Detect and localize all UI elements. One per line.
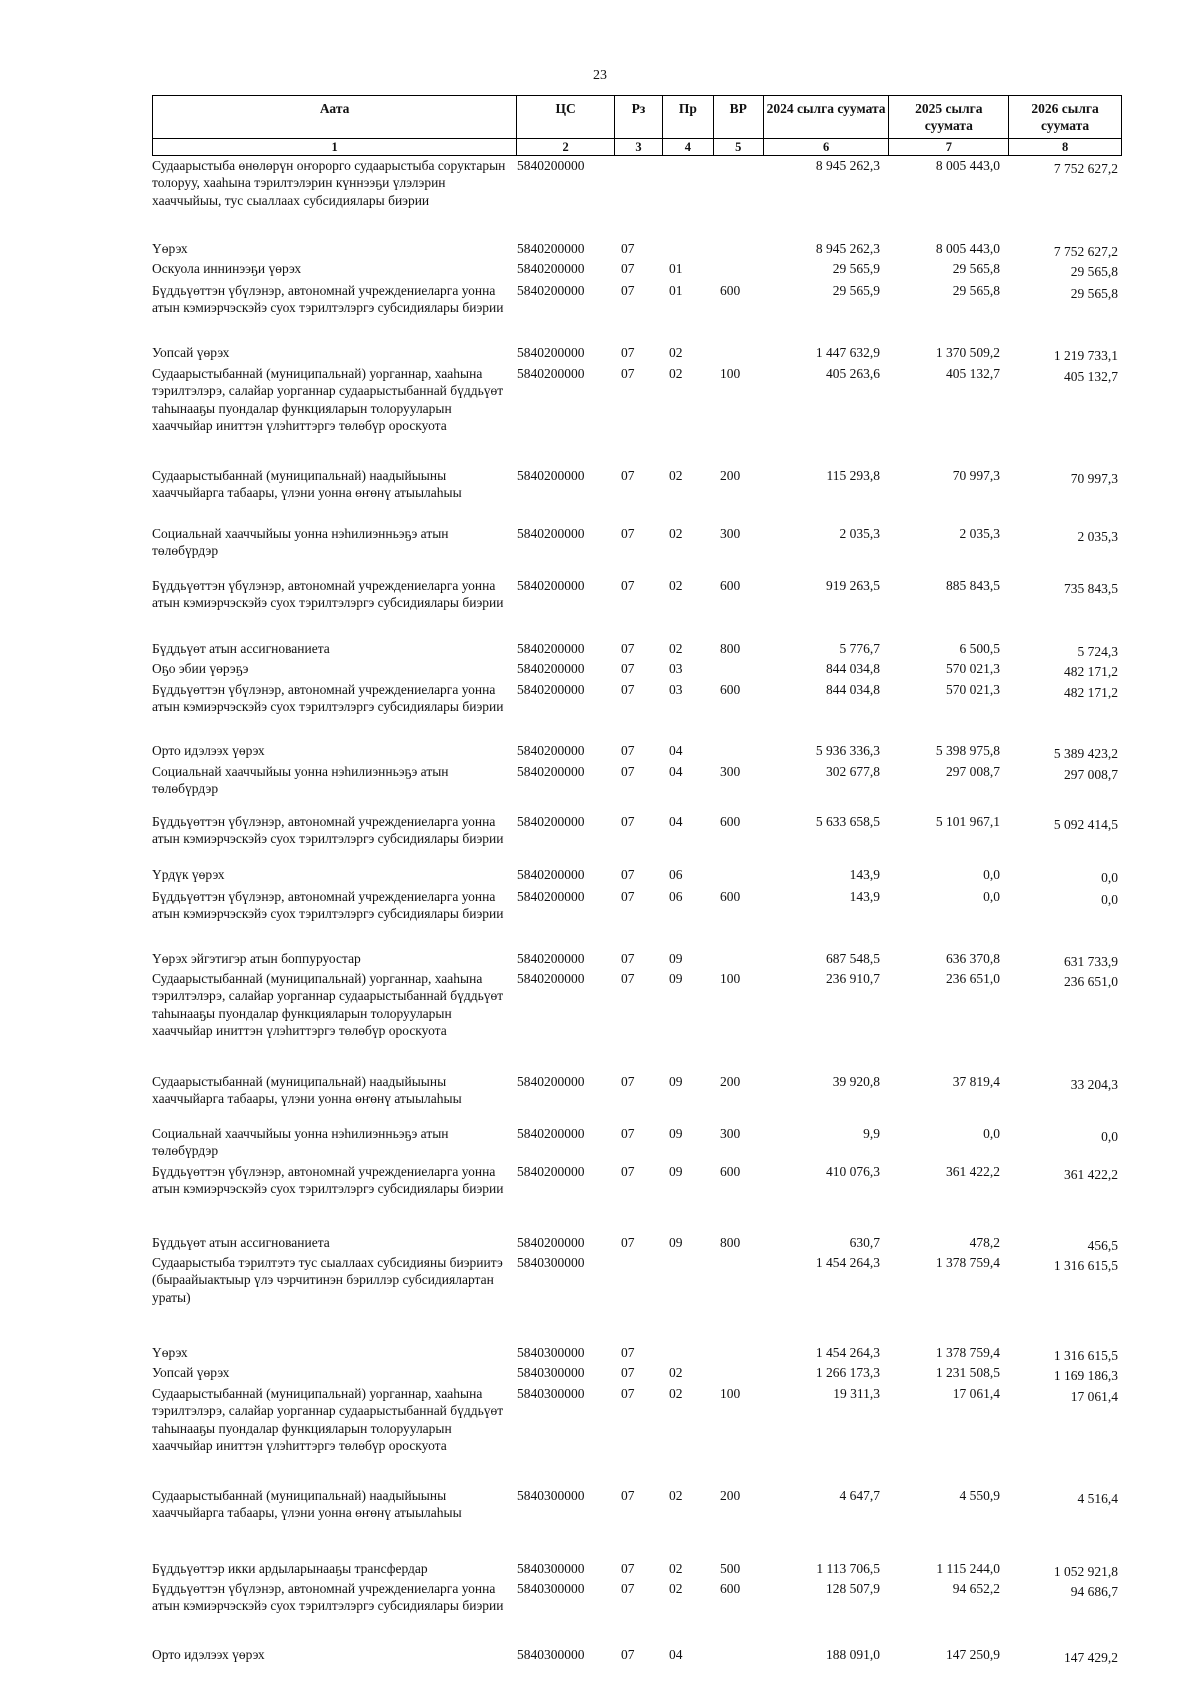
row-cs: 5840300000 (517, 1561, 585, 1576)
table-row (152, 866, 1122, 883)
row-cs: 5840300000 (517, 1255, 585, 1270)
column-number: 1 (153, 139, 517, 155)
table-row (152, 763, 1122, 798)
row-name: Үөрэх (152, 1345, 188, 1360)
row-rz: 07 (621, 366, 635, 381)
row-name: Бүддьүөттэн үбүлэнэр, автономнай учреждениеларга уонна атын кэмиэрчэскэйэ суох тэрилтэлэргэ субсидиялары биэрии (152, 814, 504, 847)
row-2026: 5 724,3 (1077, 644, 1118, 659)
row-pr: 02 (669, 468, 683, 483)
row-rz: 07 (621, 1164, 635, 1179)
row-vr (714, 157, 764, 209)
row-2025: 1 378 759,4 (935, 1255, 1000, 1270)
row-2024: 19 311,3 (833, 1386, 880, 1401)
row-2026: 0,0 (1101, 870, 1118, 885)
row-vr: 300 (720, 764, 741, 779)
row-pr: 09 (669, 1126, 683, 1141)
row-2026: 236 651,0 (1064, 974, 1118, 989)
row-2024: 1 266 173,3 (815, 1365, 880, 1380)
row-name: Оҕо эбии үөрэҕэ (152, 661, 249, 676)
row-2024: 29 565,9 (832, 261, 880, 276)
row-rz: 07 (621, 468, 635, 483)
column-number: 6 (764, 139, 890, 155)
row-vr (714, 1254, 764, 1306)
column-number-row (152, 139, 1122, 156)
row-2024: 5 776,7 (839, 641, 880, 656)
row-2025: 478,2 (969, 1235, 1000, 1250)
row-pr: 02 (669, 641, 683, 656)
table-row (152, 282, 1122, 317)
row-2024: 188 091,0 (826, 1647, 880, 1662)
row-2025: 236 651,0 (946, 971, 1000, 986)
table-row (152, 467, 1122, 502)
row-name: Бүддьүөттэн үбүлэнэр, автономнай учреждениеларга уонна атын кэмиэрчэскэйэ суох тэрилтэлэргэ субсидиялары биэрии (152, 1581, 504, 1614)
row-vr (714, 1364, 764, 1381)
row-2025: 5 398 975,8 (935, 743, 1000, 758)
row-pr: 02 (669, 1561, 683, 1576)
row-name: Социальнай хааччыйыы уонна нэһилиэнньэҕэ атын төлөбүрдэр (152, 526, 449, 559)
table-row (152, 1385, 1122, 1454)
row-vr (714, 1646, 764, 1663)
row-rz: 07 (621, 1647, 635, 1662)
row-2025: 94 652,2 (952, 1581, 1000, 1596)
row-2025: 8 005 443,0 (935, 241, 1000, 256)
row-2025: 1 370 509,2 (935, 345, 1000, 360)
row-vr (714, 1344, 764, 1361)
row-vr: 600 (720, 814, 741, 829)
row-2026: 17 061,4 (1070, 1389, 1118, 1404)
row-2026: 361 422,2 (1064, 1167, 1118, 1182)
row-2026: 297 008,7 (1064, 767, 1118, 782)
table-row (152, 970, 1122, 1039)
row-pr: 02 (669, 1365, 683, 1380)
row-vr (714, 344, 764, 361)
row-2026: 5 092 414,5 (1053, 817, 1118, 832)
row-pr: 04 (669, 814, 683, 829)
row-2026: 147 429,2 (1064, 1650, 1118, 1665)
row-2024: 2 035,3 (839, 526, 880, 541)
row-vr: 200 (720, 468, 741, 483)
table-row (152, 157, 1122, 209)
row-name: Судаарыстыбаннай (муниципальнай) уорганнар, хааһына тэрилтэлэрэ, салайар уорганнар судаарыстыбаннай бүддьүөт таһынааҕы пуондалар функцияларын толорууларын хааччыйар иниттэн үлэһиттэргэ төлөбүр ороскуота (152, 366, 504, 433)
row-rz: 07 (621, 1488, 635, 1503)
row-rz: 07 (621, 951, 635, 966)
row-name: Уопсай үөрэх (152, 345, 230, 360)
row-2024: 1 447 632,9 (815, 345, 880, 360)
row-vr: 100 (720, 1386, 741, 1401)
row-cs: 5840300000 (517, 1365, 585, 1380)
row-2024: 128 507,9 (826, 1581, 880, 1596)
row-pr (663, 157, 714, 209)
row-vr (714, 660, 764, 677)
row-2026: 405 132,7 (1064, 369, 1118, 384)
row-2024: 236 910,7 (826, 971, 880, 986)
column-number: 8 (1061, 140, 1069, 154)
row-rz: 07 (621, 1581, 635, 1596)
row-rz: 07 (621, 814, 635, 829)
row-2024: 9,9 (863, 1126, 880, 1141)
row-2026: 631 733,9 (1064, 954, 1118, 969)
row-cs: 5840300000 (517, 1488, 585, 1503)
row-pr: 04 (669, 1647, 683, 1662)
header-vr: ВР (714, 96, 764, 138)
row-cs: 5840300000 (517, 1386, 585, 1401)
row-2026: 1 316 615,5 (1053, 1348, 1118, 1363)
row-pr: 01 (669, 261, 683, 276)
row-2025: 297 008,7 (946, 764, 1000, 779)
row-cs: 5840200000 (517, 951, 585, 966)
row-2025: 4 550,9 (959, 1488, 1000, 1503)
header-2024: 2024 сылга суумата (764, 96, 890, 138)
row-name: Судаарыстыбаннай (муниципальнай) уорганнар, хааһына тэрилтэлэрэ, салайар уорганнар судаарыстыбаннай бүддьүөт таһынааҕы пуондалар функцияларын толорууларын хааччыйар иниттэн үлэһиттэргэ төлөбүр ороскуота (152, 1386, 504, 1453)
row-rz: 07 (621, 1126, 635, 1141)
row-cs: 5840200000 (517, 1235, 585, 1250)
row-name: Бүддьүөт атын ассигнованиета (152, 1235, 330, 1250)
row-rz: 07 (621, 867, 635, 882)
row-pr (663, 240, 714, 257)
row-vr (714, 260, 764, 277)
row-2026: 482 171,2 (1064, 664, 1118, 679)
row-rz: 07 (621, 1365, 635, 1380)
row-rz: 07 (621, 764, 635, 779)
row-2025: 8 005 443,0 (935, 158, 1000, 173)
row-cs: 5840200000 (517, 345, 585, 360)
row-2026: 94 686,7 (1070, 1584, 1118, 1599)
row-vr: 100 (720, 366, 741, 381)
row-2024: 143,9 (849, 867, 880, 882)
row-rz: 07 (621, 526, 635, 541)
row-2024: 5 936 336,3 (815, 743, 880, 758)
row-cs: 5840200000 (517, 743, 585, 758)
row-name: Судаарыстыбаннай (муниципальнай) наадыйыыны хааччыйарга табаары, үлэни уонна өҥөнү атыылаһыы (152, 1488, 462, 1521)
row-2024: 8 945 262,3 (815, 158, 880, 173)
row-pr: 01 (669, 283, 683, 298)
table-row (152, 240, 1122, 257)
row-2026: 1 169 186,3 (1053, 1368, 1118, 1383)
row-2025: 1 231 508,5 (935, 1365, 1000, 1380)
column-number: 2 (517, 139, 615, 155)
row-pr: 02 (669, 1386, 683, 1401)
row-pr: 06 (669, 889, 683, 904)
table-row (152, 344, 1122, 361)
table-row (152, 1646, 1122, 1663)
row-name: Судаарыстыбаннай (муниципальнай) наадыйыыны хааччыйарга табаары, үлэни уонна өҥөнү атыылаһыы (152, 468, 462, 501)
row-2024: 29 565,9 (832, 283, 880, 298)
header-name: Аата (153, 96, 517, 138)
row-cs: 5840200000 (517, 889, 585, 904)
row-vr: 800 (720, 641, 741, 656)
row-2024: 1 113 706,5 (816, 1561, 880, 1576)
header-2026: 2026 сылга суумата (1031, 101, 1099, 133)
row-2025: 1 115 244,0 (936, 1561, 1000, 1576)
table-row (152, 1125, 1122, 1160)
row-rz (615, 1254, 663, 1306)
row-vr (714, 950, 764, 967)
row-name: Бүддьүөттэн үбүлэнэр, автономнай учреждениеларга уонна атын кэмиэрчэскэйэ суох тэрилтэлэргэ субсидиялары биэрии (152, 889, 504, 922)
row-rz: 07 (621, 241, 635, 256)
row-name: Үөрэх (152, 241, 188, 256)
row-vr: 200 (720, 1488, 741, 1503)
row-2026: 7 752 627,2 (1053, 161, 1118, 176)
row-2024: 5 633 658,5 (815, 814, 880, 829)
row-2024: 143,9 (849, 889, 880, 904)
column-number: 4 (663, 139, 714, 155)
column-number: 3 (615, 139, 663, 155)
row-cs: 5840200000 (517, 241, 585, 256)
row-rz: 07 (621, 971, 635, 986)
row-2026: 1 052 921,8 (1053, 1564, 1118, 1579)
row-2025: 6 500,5 (959, 641, 1000, 656)
row-2026: 1 316 615,5 (1053, 1258, 1118, 1273)
table-row (152, 742, 1122, 759)
row-2025: 361 422,2 (946, 1164, 1000, 1179)
row-vr: 600 (720, 682, 741, 697)
row-pr: 09 (669, 1235, 683, 1250)
row-cs: 5840200000 (517, 526, 585, 541)
row-2024: 8 945 262,3 (815, 241, 880, 256)
table-row (152, 681, 1122, 716)
row-pr: 04 (669, 743, 683, 758)
row-vr (714, 240, 764, 257)
row-cs: 5840200000 (517, 971, 585, 986)
row-2024: 844 034,8 (826, 661, 880, 676)
row-pr: 03 (669, 682, 683, 697)
row-vr: 500 (720, 1561, 741, 1576)
row-2026: 33 204,3 (1070, 1077, 1118, 1092)
row-2024: 39 920,8 (832, 1074, 880, 1089)
table-header (152, 95, 1122, 139)
row-rz: 07 (621, 682, 635, 697)
row-pr: 02 (669, 526, 683, 541)
row-2025: 17 061,4 (952, 1386, 1000, 1401)
table-row (152, 1234, 1122, 1251)
row-rz: 07 (621, 743, 635, 758)
row-2024: 405 263,6 (826, 366, 880, 381)
row-2026: 735 843,5 (1064, 581, 1118, 596)
row-cs: 5840300000 (517, 1647, 585, 1662)
row-rz: 07 (621, 641, 635, 656)
row-2025: 29 565,8 (952, 283, 1000, 298)
table-row (152, 660, 1122, 677)
row-2025: 2 035,3 (959, 526, 1000, 541)
row-cs: 5840200000 (517, 814, 585, 829)
row-name: Бүддьүөттэн үбүлэнэр, автономнай учреждениеларга уонна атын кэмиэрчэскэйэ суох тэрилтэлэргэ субсидиялары биэрии (152, 682, 504, 715)
row-vr: 600 (720, 283, 741, 298)
table-row (152, 1364, 1122, 1381)
row-2026: 482 171,2 (1064, 685, 1118, 700)
table-row (152, 1344, 1122, 1361)
row-2024: 115 293,8 (826, 468, 880, 483)
table-row (152, 1580, 1122, 1615)
row-cs: 5840200000 (517, 641, 585, 656)
row-name: Судаарыстыбаннай (муниципальнай) наадыйыыны хааччыйарга табаары, үлэни уонна өҥөнү атыылаһыы (152, 1074, 462, 1107)
header-pr: Пр (663, 96, 714, 138)
row-name: Орто идэлээх үөрэх (152, 1647, 265, 1662)
row-2025: 636 370,8 (946, 951, 1000, 966)
row-rz: 07 (621, 1386, 635, 1401)
row-2026: 29 565,8 (1070, 286, 1118, 301)
row-2025: 0,0 (983, 1126, 1000, 1141)
row-cs: 5840300000 (517, 1345, 585, 1360)
table-row (152, 1254, 1122, 1306)
table-row (152, 813, 1122, 848)
row-vr: 600 (720, 1581, 741, 1596)
row-vr: 600 (720, 578, 741, 593)
row-vr: 800 (720, 1235, 741, 1250)
table-row (152, 577, 1122, 612)
row-cs: 5840200000 (517, 1074, 585, 1089)
row-pr: 09 (669, 951, 683, 966)
row-cs: 5840200000 (517, 682, 585, 697)
table-row (152, 1560, 1122, 1577)
table-row (152, 1487, 1122, 1522)
row-2025: 0,0 (983, 867, 1000, 882)
header-cs: ЦС (517, 96, 615, 138)
row-vr: 300 (720, 526, 741, 541)
column-number: 5 (714, 139, 764, 155)
row-rz: 07 (621, 283, 635, 298)
row-2025: 29 565,8 (952, 261, 1000, 276)
row-cs: 5840200000 (517, 1164, 585, 1179)
row-vr: 300 (720, 1126, 741, 1141)
row-pr: 02 (669, 578, 683, 593)
row-2025: 0,0 (983, 889, 1000, 904)
row-2026: 0,0 (1101, 1129, 1118, 1144)
row-cs: 5840200000 (517, 867, 585, 882)
row-pr: 03 (669, 661, 683, 676)
row-2026: 1 219 733,1 (1053, 348, 1118, 363)
row-2025: 147 250,9 (946, 1647, 1000, 1662)
row-rz: 07 (621, 889, 635, 904)
row-2024: 1 454 264,3 (815, 1255, 880, 1270)
row-2024: 630,7 (849, 1235, 880, 1250)
row-2025: 5 101 967,1 (935, 814, 1000, 829)
row-2024: 302 677,8 (826, 764, 880, 779)
row-cs: 5840300000 (517, 1581, 585, 1596)
header-2025: 2025 сылга суумата (889, 96, 1009, 138)
row-cs: 5840200000 (517, 468, 585, 483)
row-name: Бүддьүөттэн үбүлэнэр, автономнай учреждениеларга уонна атын кэмиэрчэскэйэ суох тэрилтэлэргэ субсидиялары биэрии (152, 578, 504, 611)
row-2024: 919 263,5 (826, 578, 880, 593)
row-2025: 570 021,3 (946, 682, 1000, 697)
row-pr: 02 (669, 366, 683, 381)
table-row (152, 1073, 1122, 1108)
row-name: Уопсай үөрэх (152, 1365, 230, 1380)
row-pr: 02 (669, 1488, 683, 1503)
row-pr (663, 1254, 714, 1306)
row-2026: 0,0 (1101, 892, 1118, 907)
row-name: Бүддьүөттэр икки ардыларынааҕы трансфердар (152, 1561, 428, 1576)
row-2025: 70 997,3 (952, 468, 1000, 483)
row-cs: 5840200000 (517, 578, 585, 593)
row-2026: 29 565,8 (1070, 264, 1118, 279)
header-rz: Рз (615, 96, 663, 138)
row-pr: 09 (669, 971, 683, 986)
table-row (152, 525, 1122, 560)
row-name: Бүддьүөттэн үбүлэнэр, автономнай учреждениеларга уонна атын кэмиэрчэскэйэ суох тэрилтэлэргэ субсидиялары биэрии (152, 283, 504, 316)
row-vr: 200 (720, 1074, 741, 1089)
row-name: Бүддьүөттэн үбүлэнэр, автономнай учреждениеларга уонна атын кэмиэрчэскэйэ суох тэрилтэлэргэ субсидиялары биэрии (152, 1164, 504, 1197)
row-2026: 7 752 627,2 (1053, 244, 1118, 259)
row-cs: 5840200000 (517, 366, 585, 381)
row-vr (714, 742, 764, 759)
row-2024: 410 076,3 (826, 1164, 880, 1179)
table-row (152, 365, 1122, 434)
row-cs: 5840200000 (517, 283, 585, 298)
row-name: Судаарыстыба өнөлөрүн оҥорорго судаарыстыба соруктарын толоруу, хааһына тэрилтэлэрин күннээҕи үлэлэрин хааччыйыы, тус сыаллаах субсидиялары биэрии (152, 158, 506, 208)
row-name: Үрдүк үөрэх (152, 867, 225, 882)
row-2026: 70 997,3 (1070, 471, 1118, 486)
page-number: 23 (593, 68, 607, 83)
row-pr: 04 (669, 764, 683, 779)
row-2024: 1 454 264,3 (815, 1345, 880, 1360)
row-2025: 1 378 759,4 (935, 1345, 1000, 1360)
row-2024: 844 034,8 (826, 682, 880, 697)
row-cs: 5840200000 (517, 261, 585, 276)
row-pr: 09 (669, 1074, 683, 1089)
table-row (152, 1163, 1122, 1198)
row-pr: 02 (669, 345, 683, 360)
row-rz: 07 (621, 578, 635, 593)
budget-table (152, 95, 1122, 156)
row-rz: 07 (621, 1074, 635, 1089)
row-pr (663, 1344, 714, 1361)
row-2026: 456,5 (1087, 1238, 1118, 1253)
row-vr: 100 (720, 971, 741, 986)
row-vr: 600 (720, 1164, 741, 1179)
row-2024: 4 647,7 (839, 1488, 880, 1503)
row-cs: 5840200000 (517, 1126, 585, 1141)
row-name: Судаарыстыбаннай (муниципальнай) уорганнар, хааһына тэрилтэлэрэ, салайар уорганнар судаарыстыбаннай бүддьүөт таһынааҕы пуондалар функцияларын толорууларын хааччыйар иниттэн үлэһиттэргэ төлөбүр ороскуота (152, 971, 504, 1038)
column-number: 7 (889, 139, 1009, 155)
row-rz (615, 157, 663, 209)
row-vr (714, 866, 764, 883)
row-name: Социальнай хааччыйыы уонна нэһилиэнньэҕэ атын төлөбүрдэр (152, 1126, 449, 1159)
row-cs: 5840200000 (517, 158, 585, 173)
row-2026: 4 516,4 (1077, 1491, 1118, 1506)
row-2025: 885 843,5 (946, 578, 1000, 593)
row-2025: 37 819,4 (952, 1074, 1000, 1089)
row-rz: 07 (621, 345, 635, 360)
row-rz: 07 (621, 1235, 635, 1250)
row-2025: 570 021,3 (946, 661, 1000, 676)
row-rz: 07 (621, 661, 635, 676)
table-row (152, 888, 1122, 923)
table-row (152, 950, 1122, 967)
row-name: Үөрэх эйгэтигэр атын боппуруостар (152, 951, 361, 966)
table-row (152, 640, 1122, 657)
table-row (152, 260, 1122, 277)
row-rz: 07 (621, 1345, 635, 1360)
row-pr: 02 (669, 1581, 683, 1596)
row-2026: 5 389 423,2 (1053, 746, 1118, 761)
row-rz: 07 (621, 1561, 635, 1576)
row-name: Судаарыстыба тэрилтэтэ тус сыаллаах субсидияны биэриитэ (быраайыактыыр үлэ чэрчитинэн бэриллэр субсидиялартан ураты) (152, 1255, 503, 1305)
row-pr: 06 (669, 867, 683, 882)
row-name: Орто идэлээх үөрэх (152, 743, 265, 758)
row-2025: 405 132,7 (946, 366, 1000, 381)
row-name: Бүддьүөт атын ассигнованиета (152, 641, 330, 656)
row-name: Социальнай хааччыйыы уонна нэһилиэнньэҕэ атын төлөбүрдэр (152, 764, 449, 797)
row-cs: 5840200000 (517, 661, 585, 676)
row-vr: 600 (720, 889, 741, 904)
row-2026: 2 035,3 (1077, 529, 1118, 544)
row-2024: 687 548,5 (826, 951, 880, 966)
row-pr: 09 (669, 1164, 683, 1179)
row-name: Оскуола иннинээҕи үөрэх (152, 261, 302, 276)
row-cs: 5840200000 (517, 764, 585, 779)
row-rz: 07 (621, 261, 635, 276)
